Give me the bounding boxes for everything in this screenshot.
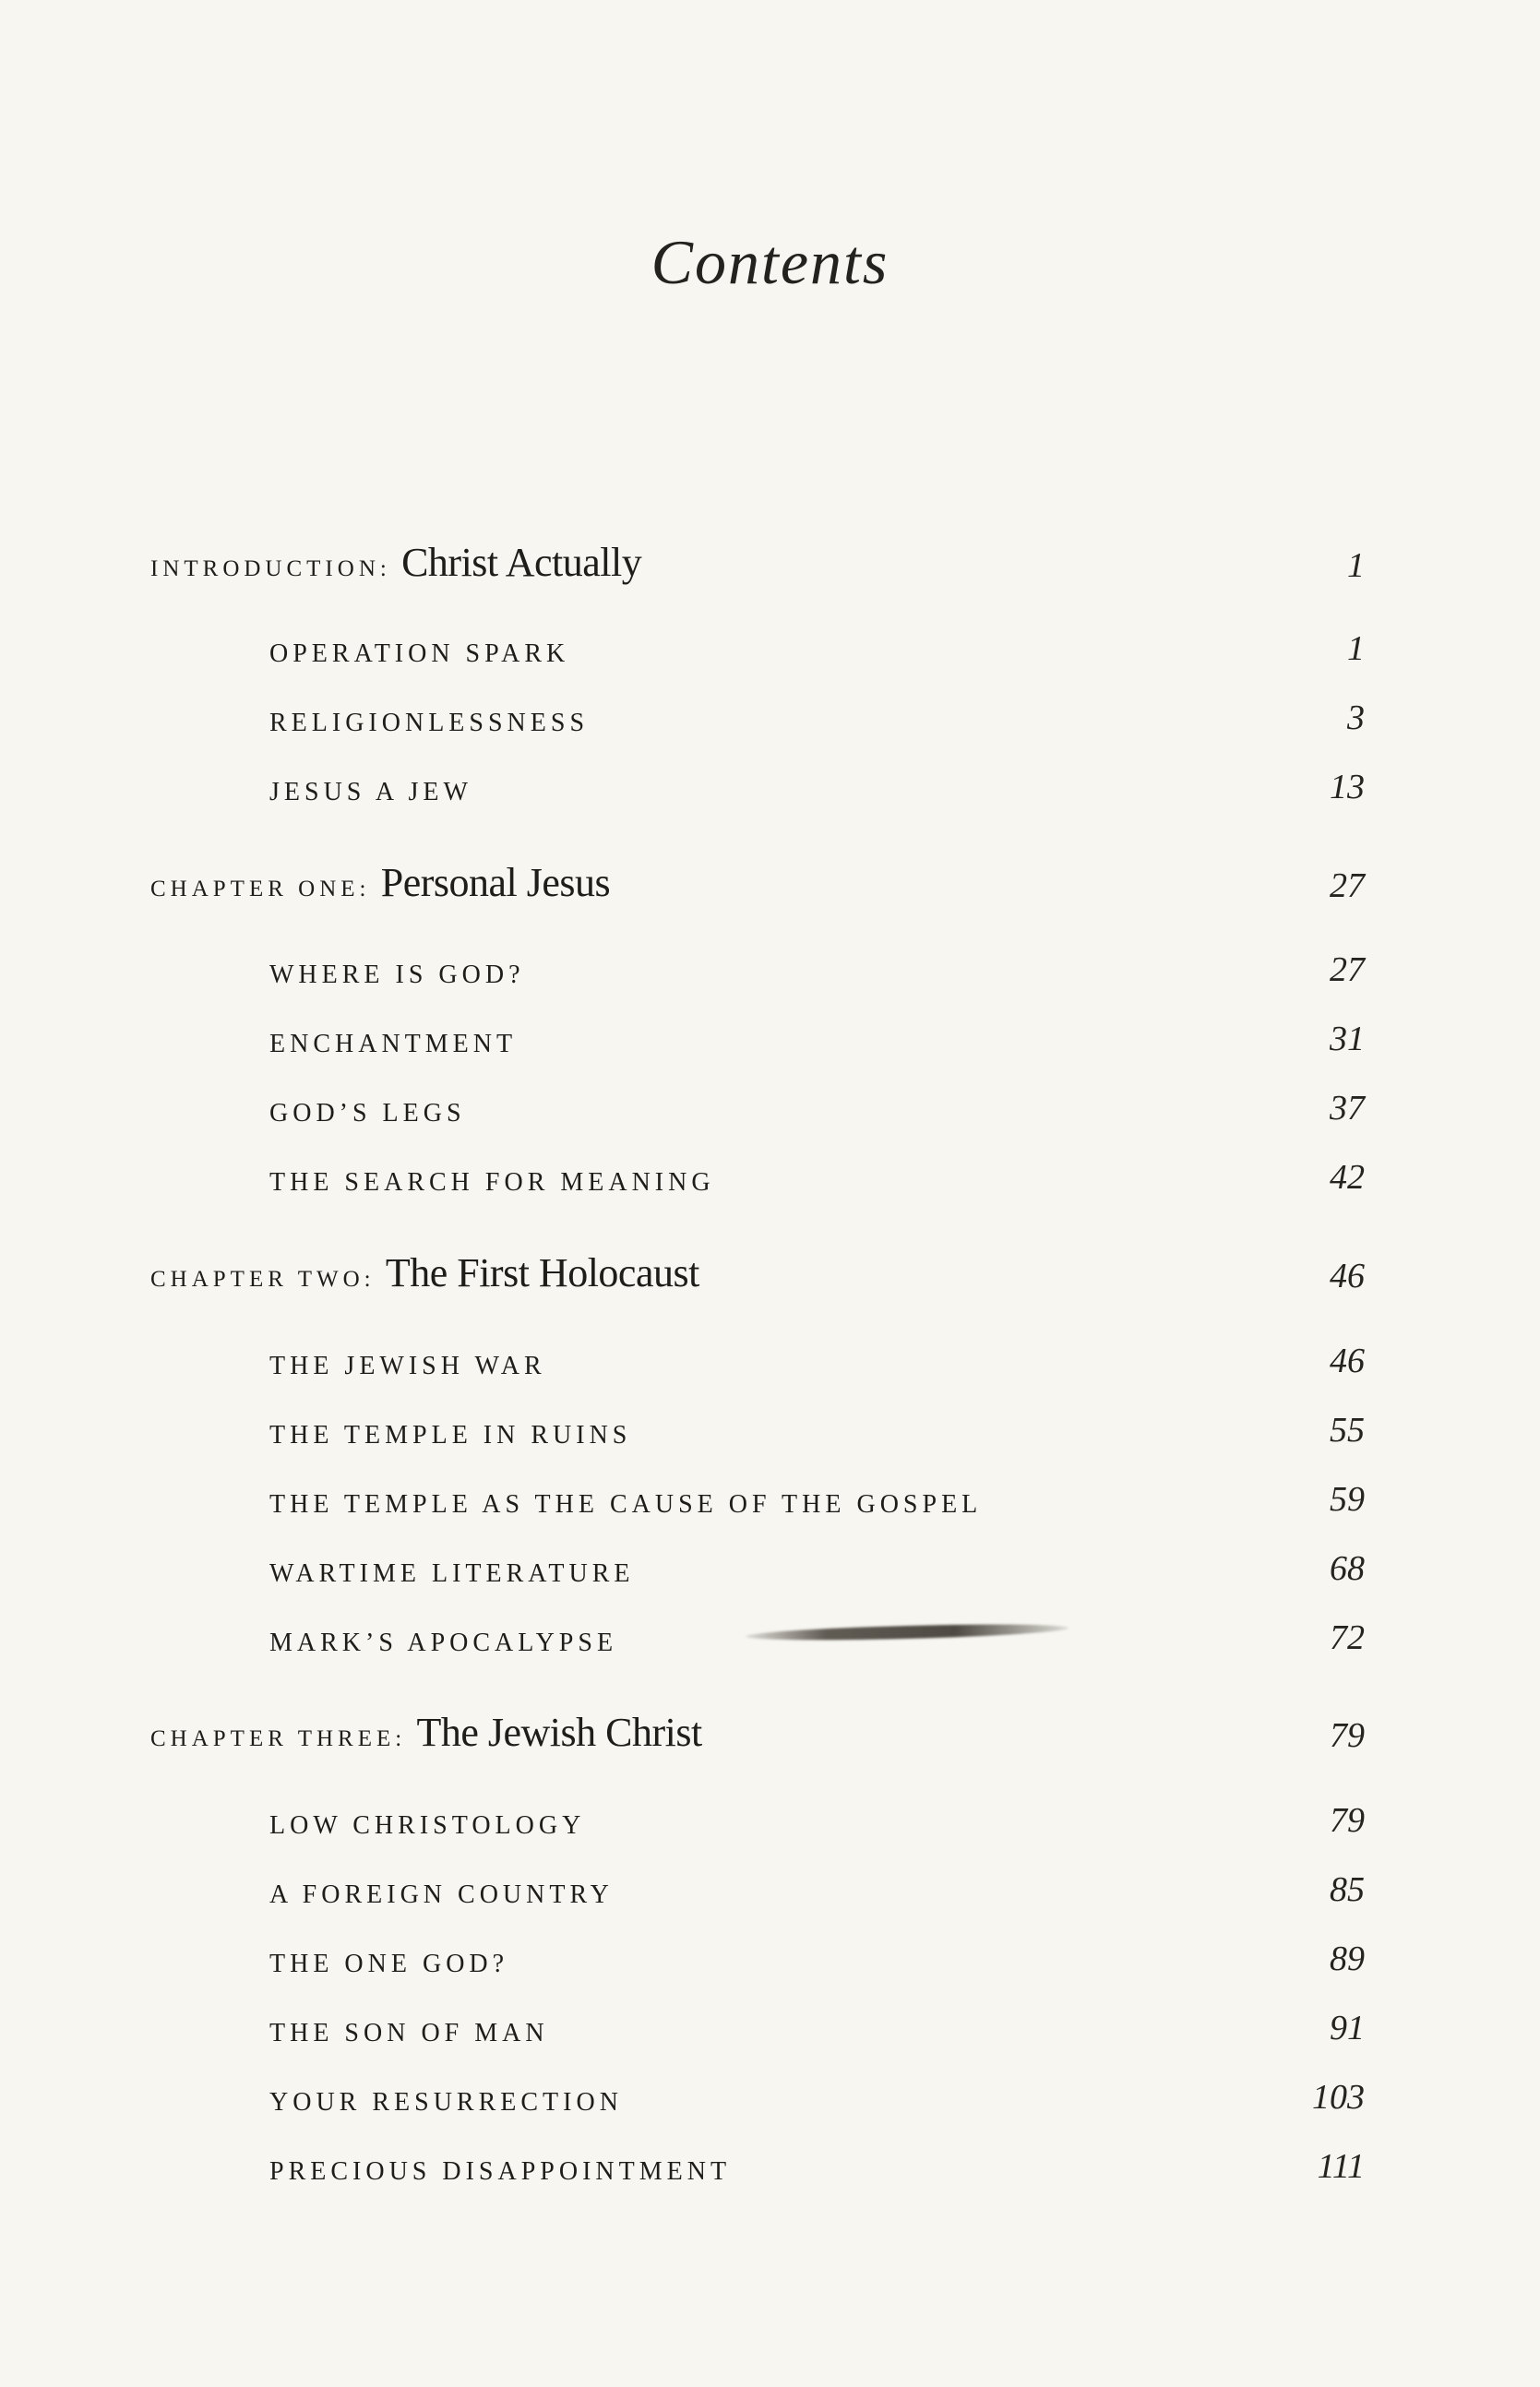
section-title: PRECIOUS DISAPPOINTMENT <box>269 2157 732 2186</box>
toc-section-entry[interactable] <box>0 752 1540 807</box>
page-number: 85 <box>1330 1870 1365 1909</box>
section-title: THE ONE GOD? <box>269 1950 509 1978</box>
toc-section-entry[interactable] <box>0 683 1540 738</box>
page-number: 59 <box>1330 1480 1365 1519</box>
section-title: THE TEMPLE AS THE CAUSE OF THE GOSPEL <box>269 1490 983 1519</box>
chapter-label <box>150 1249 699 1296</box>
toc-chapter-entry[interactable] <box>0 1701 1540 1756</box>
section-title: YOUR RESURRECTION <box>269 2088 623 2117</box>
toc-section-entry[interactable] <box>0 1004 1540 1059</box>
section-title: ENCHANTMENT <box>269 1030 518 1058</box>
toc-section-entry[interactable] <box>0 1326 1540 1381</box>
page-number: 89 <box>1330 1939 1365 1978</box>
toc-chapter-entry[interactable] <box>0 531 1540 586</box>
page-number: 1 <box>1347 629 1365 668</box>
toc-section-entry[interactable] <box>0 1534 1540 1589</box>
chapter-prefix: CHAPTER ONE: <box>150 877 381 901</box>
chapter-prefix: CHAPTER TWO: <box>150 1267 386 1292</box>
page-number: 3 <box>1347 698 1365 737</box>
page-number: 27 <box>1330 950 1365 989</box>
section-title: JESUS A JEW <box>269 778 472 806</box>
toc-section-entry[interactable] <box>0 1855 1540 1910</box>
page-number: 42 <box>1330 1158 1365 1197</box>
page-number: 111 <box>1317 2147 1365 2186</box>
section-title: WHERE IS GOD? <box>269 961 525 989</box>
toc-section-entry[interactable] <box>0 2062 1540 2118</box>
section-title: THE TEMPLE IN RUINS <box>269 1421 632 1450</box>
chapter-label <box>150 859 610 906</box>
page-number: 46 <box>1330 1257 1365 1295</box>
page-title: Contents <box>651 227 889 297</box>
page-number: 46 <box>1330 1342 1365 1380</box>
toc-section-entry[interactable] <box>0 2131 1540 2187</box>
page-number: 55 <box>1330 1411 1365 1450</box>
toc-section-entry[interactable] <box>0 935 1540 990</box>
section-title: GOD’S LEGS <box>269 1099 466 1128</box>
section-title: LOW CHRISTOLOGY <box>269 1811 586 1840</box>
section-title: WARTIME LITERATURE <box>269 1559 635 1588</box>
toc-section-entry[interactable] <box>0 1142 1540 1198</box>
chapter-title: The First Holocaust <box>385 1250 699 1295</box>
chapter-title: Christ Actually <box>401 540 642 585</box>
chapter-title: Personal Jesus <box>380 860 611 905</box>
section-title: RELIGIONLESSNESS <box>269 709 590 737</box>
section-title: MARK’S APOCALYPSE <box>269 1629 618 1657</box>
section-title: OPERATION SPARK <box>269 639 570 668</box>
section-title: THE SEARCH FOR MEANING <box>269 1168 715 1197</box>
page-number: 37 <box>1330 1089 1365 1128</box>
section-title: THE JEWISH WAR <box>269 1352 546 1380</box>
page-number: 103 <box>1312 2078 1365 2117</box>
page-number: 79 <box>1330 1716 1365 1755</box>
page-number: 27 <box>1330 866 1365 905</box>
page-number: 91 <box>1330 2009 1365 2047</box>
toc-section-entry[interactable] <box>0 614 1540 669</box>
chapter-title: The Jewish Christ <box>416 1710 702 1755</box>
toc-chapter-entry[interactable] <box>0 1241 1540 1296</box>
chapter-prefix: CHAPTER THREE: <box>150 1726 417 1751</box>
chapter-label <box>150 1709 702 1756</box>
toc-section-entry[interactable] <box>0 1395 1540 1450</box>
page-number: 31 <box>1330 1020 1365 1058</box>
toc-chapter-entry[interactable] <box>0 851 1540 906</box>
page-number: 72 <box>1330 1618 1365 1657</box>
section-title: THE SON OF MAN <box>269 2019 549 2047</box>
toc-section-entry[interactable] <box>0 1464 1540 1520</box>
toc-section-entry[interactable] <box>0 1993 1540 2048</box>
page-number: 79 <box>1330 1801 1365 1840</box>
section-title: A FOREIGN COUNTRY <box>269 1880 614 1909</box>
page-number: 1 <box>1347 546 1365 585</box>
chapter-prefix: INTRODUCTION: <box>150 556 402 581</box>
chapter-label <box>150 539 641 586</box>
page-number: 13 <box>1330 768 1365 806</box>
toc-section-entry[interactable] <box>0 1073 1540 1128</box>
toc-section-entry[interactable] <box>0 1924 1540 1979</box>
toc-section-entry[interactable] <box>0 1603 1540 1658</box>
page-number: 68 <box>1330 1549 1365 1588</box>
toc-section-entry[interactable] <box>0 1785 1540 1841</box>
